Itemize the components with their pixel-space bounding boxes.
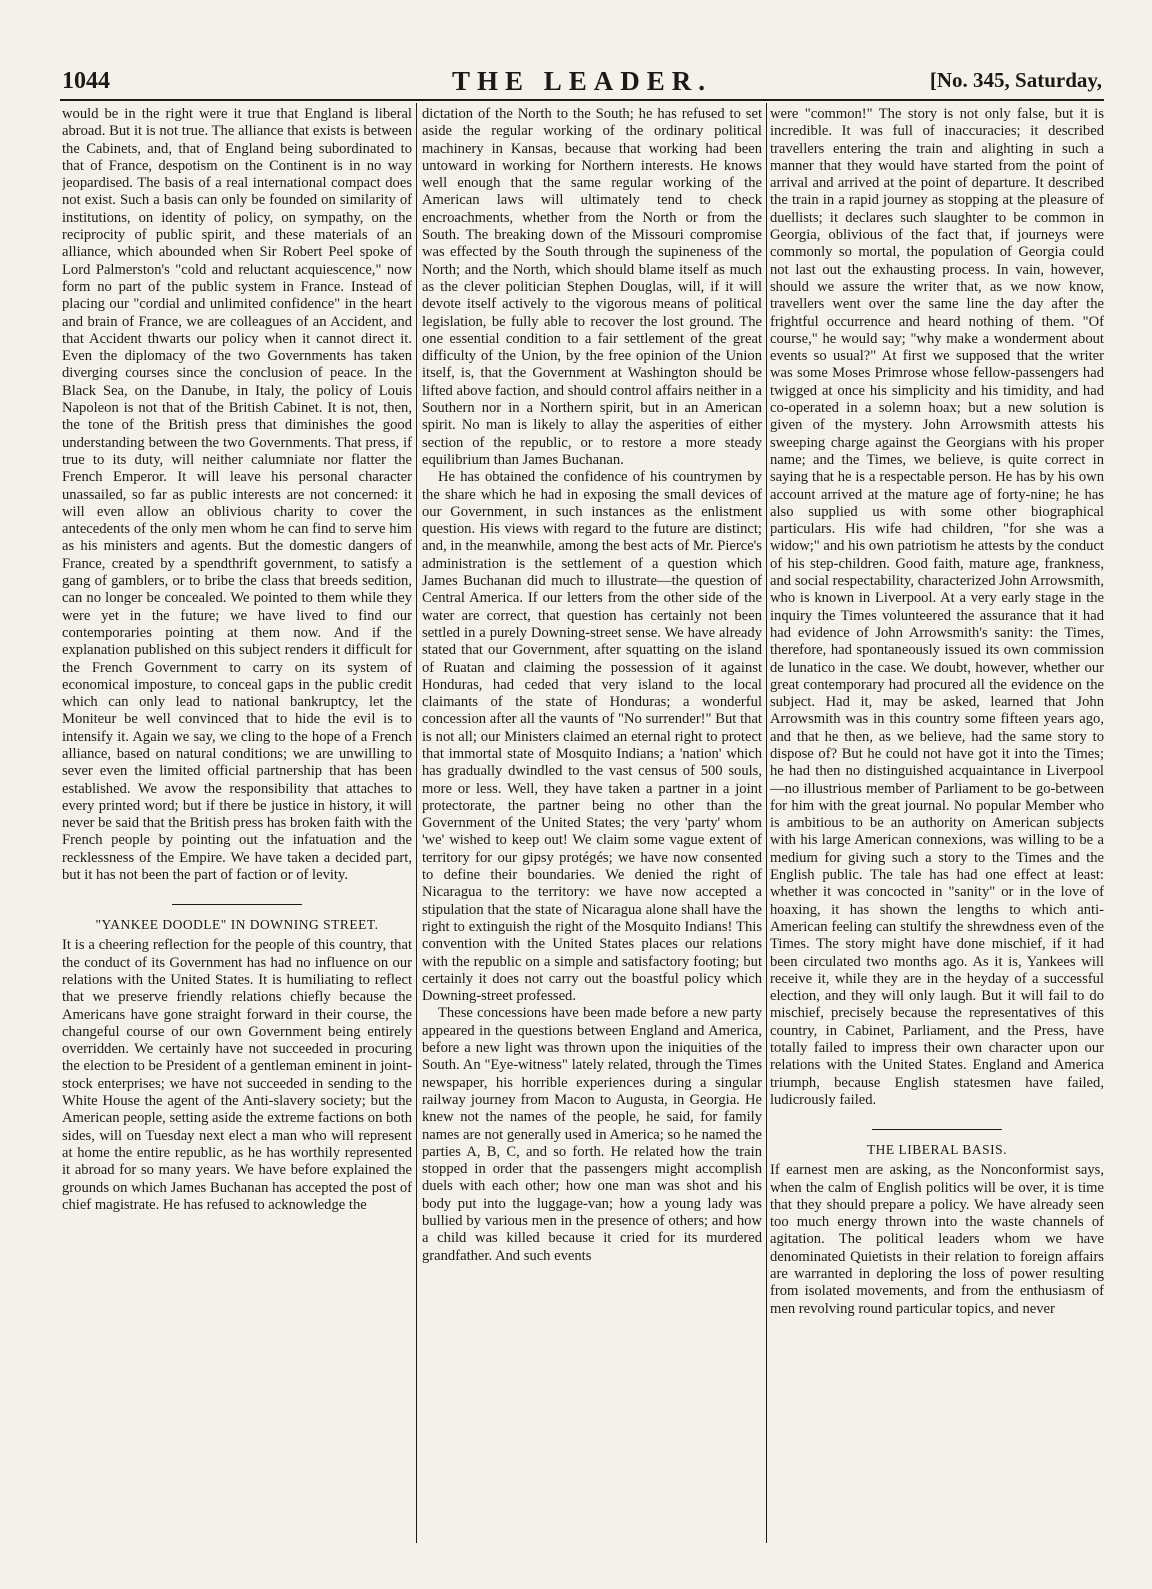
issue-info: [No. 345, Saturday, [929, 68, 1102, 92]
column2-paragraph-2: He has obtained the confidence of his countrymen by the share which he had in exposing the small devices of our Government, in such instances as the enlistment question. His views with regard to the future are distinct; and, in the meanwhile, among the best acts of Mr. Pierce's administration is the settlement of a question which James Buchanan did much to illustrate—the question of Central America. If our letters from the other side of the water are correct, that question has certainly not been settled in a purely Downing-street sense. We have already stated that our Government, after squatting on the island of Ruatan and claiming the possession of it against Honduras, had ceded that very island to the local claimants of the state of Honduras; a wonderful concession after all the vaunts of "No surrender!" But that is not all; our Ministers claimed an eternal right to protect that immortal state of Mosquito Indians; a 'nation' which has gradually dwindled to the vast census of 500 souls, more or less. Well, they have taken a partner in a joint protectorate, the partner being no other than the Government of the United States; the very 'party' whom 'we' wished to keep out! We claim some vague extent of territory for our gipsy protégés; we have now consented to define their boundaries. We denied the right of Nicaragua to the territory: we have now accepted a stipulation that the state of Nicaragua alone shall have the right to extinguish the right of the Mosquito Indians! This convention with the United States places our relations with the republic on a simple and satisfactory footing; but certainly it does not carry out the boastful policy which Downing-street professed. [422, 469, 762, 1005]
article-title-liberal-basis: THE LIBERAL BASIS. [866, 1142, 1008, 1158]
column3-paragraph-1: were "common!" The story is not only false, but it is incredible. It was full of inaccuracies; it described travellers entering the train and alighting in such a manner that they would have started from the point of arrival and arrived at the point of departure. It described the train in a rapid journey as stopping at the pleasure of duellists; it declares such slaughter to be common in Georgia, oblivious of the fact that, if journeys were commonly so mortal, the population of Georgia could not last out the exhausting process. In vain, however, should we assure the writer that, as we now know, travellers went over the same line the day after the frightful occurrence and heard nothing of them. "Of course," he would say; "why make a wonderment about events so usual?" At first we supposed that the writer was some Moses Primrose whose fellow-passengers had twigged at once his simplicity and his timidity, and had co-operated in a solemn hoax; but a new solution is given of the mystery. John Arrowsmith attests his sweeping charge against the Georgians with his proper name; and the Times, we believe, is quite correct in saying that he is a respectable person. He has by his own account arrived at the mature age of forty-nine; he has also supplied us with some other biographical particulars. His wife had children, "for she was a widow;" and his own patriotism he attests by the conduct of his step-children. Good faith, mature age, frankness, and social respectability, characterized John Arrowsmith, who is known in Liverpool. At a very early stage in the inquiry the Times volunteered the assurance that it had had evidence of John Arrowsmith's sanity: the Times, therefore, had spontaneously issued its own commission de lunatico in the case. We doubt, however, whether our great contemporary had procured all the evidence on the subject. Had it, may be asked, learned that John Arrowsmith was in this country some fifteen years ago, and that he then, as we believe, had the same story to dispose of? But he could not have got it into the Times; he had then no distinguished acquaintance in Liverpool—no illustrious member of Parliament to be go-between for him with the great journal. No popular Member who is ambitious to be an authority on American subjects with his large American connexions, was willing to be a medium for giving such a story to the Times and the English public. The tale has had one effect at least: whether it was concocted in "sanity" or in the love of hoaxing, it has shown the lengths to which anti-American feeling can stultify the shrewdness even of the Times. The story might have done mischief, if it had been circulated two months ago. As it is, Yankees will receive it, while they are in the heyday of a successful election, and they will only laugh. But it will fail to do mischief, precisely because the representatives of this country, in Cabinet, Parliament, and the Press, have totally failed to impress their own character upon our relations with the United States. England and America triumph, because English statesmen have failed, ludicrously failed. [770, 106, 1104, 1108]
column2-paragraph-3: These concessions have been made before a new party appeared in the questions between England and America, before a new light was thrown upon the iniquities of the South. An "Eye-witness" lately related, through the Times newspaper, his horrible experiences during a singular railway journey from Macon to Augusta, in Georgia. He knew not the names of the people, he said, for family names are not generally used in America; so he named the parties A, B, C, and so forth. He related how the train stopped in order that the passengers might accomplish duels with each other; how one man was shot and his body put into the luggage-van; how a young lady was bullied by various men in the presence of others; and how a child was killed because it cried for its murdered grandfather. And such events [422, 1005, 762, 1264]
page-number: 1044 [62, 68, 110, 94]
column2-paragraph-1: dictation of the North to the South; he has refused to set aside the regular working of the ordinary political machinery in Kansas, because that working had been untoward in working for Northern interests. He knows well enough that the same regular working of the American laws will ultimately tend to check encroachments, whether from the North or from the South. The breaking down of the Missouri compromise was effected by the South through the supineness of the North; and the North, which should blame itself as much as the clever politician Stephen Douglas, will, if it will devote itself actively to the vigorous means of political legislation, be fully able to recover the lost ground. The one essential condition to a fair settlement of the great difficulty of the Union, by the free opinion of the Union itself, is, that the Government at Washington should be lifted above faction, and should control affairs neither in a Southern nor in a Northern spirit, but in an American spirit. No man is likely to allay the asperities of either section of the republic, or to restore a more steady equilibrium than James Buchanan. [422, 106, 762, 468]
column-divider-1 [416, 103, 417, 1543]
article-body-liberal-basis: If earnest men are asking, as the Nonconformist says, when the calm of English politics will be over, it is time that they should prepare a policy. We have already seen too much energy thrown into the waste channels of agitation. The political leaders whom we have denominated Quietists in their relation to foreign affairs are warranted in deploring the loss of power resulting from isolated movements, and from the enthusiasm of men revolving round particular topics, and never [770, 1162, 1104, 1317]
article-separator [872, 1129, 1002, 1130]
article-body-yankee-doodle: It is a cheering reflection for the people of this country, that the conduct of its Government has had no influence on our relations with the United States. It is humiliating to reflect that we preserve friendly relations chiefly because the Americans have gone straight forward in their course, the changeful course of our own Government being entirely overridden. We certainly have not succeeded in procuring the election to be President of a gentleman eminent in joint-stock enterprises; we have not succeeded in sending to the White House the agent of the Anti-slavery society; but the American people, setting aside the extreme factions on both sides, will on Tuesday next elect a man who will represent at home the entire republic, as he has worthily represented it abroad for so many years. We have before explained the grounds on which James Buchanan has accepted the post of chief magistrate. He has refused to acknowledge the [62, 937, 412, 1213]
masthead-title: THE LEADER. [451, 66, 713, 96]
continued-article-text: would be in the right were it true that England is liberal abroad. But it is not true. The alliance that exists is between the Cabinets, and, that of England being subordinated to that of France, despotism on the Continent is in no way jeopardised. The basis of a real international compact does not exist. Such a basis can only be founded on similarity of institutions, on identity of policy, on sympathy, on the reciprocity of public spirit, and these materials of an alliance, which abounded when Sir Robert Peel spoke of Lord Palmerston's "cold and reluctant acquiescence," now form no part of the public system in France. Instead of placing our "cordial and unlimited confidence" in the heart and brain of France, we are colleagues of an Accident, and that Accident thwarts our policy when it cannot direct it. Even the diplomacy of the two Governments has taken diverging courses since the conclusion of peace. In the Black Sea, on the Danube, in Italy, the policy of Louis Napoleon is not that of the British Cabinet. It is not, then, the tone of the British press that diminishes the good understanding between the two Governments. That press, if true to its duty, will neither calumniate nor flatter the French Emperor. It will leave his personal character unassailed, so far as public interests are not concerned: it will even allow an oblivious charity to cover the antecedents of the only men whom he can find to serve him as his ministers and agents. But the domestic dangers of France, created by a spendthrift government, to satisfy a gang of gamblers, or to bribe the class that breeds sedition, can no longer be concealed. We pointed to them while they were yet in the future; we have lived to find our contemporaries pointing at them now. And if the explanation published on this subject renders it difficult for the French Government to carry on its system of economical imposture, to conceal gaps in the public credit which can only lead to national bankruptcy, let the Moniteur be well convinced that to hide the evil is to intensify it. Again we say, we cling to the hope of a French alliance, based on natural conditions; we are unwilling to sever even the limited official partnership that has been established. We avow the responsibility that attaches to every printed word; but if there be justice in history, it will never be said that the British press has broken faith with the French people by pointing out the infatuation and the recklessness of the Empire. We have taken a decided part, but it has not been the part of faction or of levity. [62, 106, 412, 884]
column-2 [422, 106, 762, 1546]
column-1 [62, 106, 412, 1546]
column-divider-2 [766, 103, 767, 1543]
page-header [62, 64, 1102, 98]
article-title-yankee-doodle: "YANKEE DOODLE" IN DOWNING STREET. [95, 917, 379, 933]
article-separator [172, 904, 302, 905]
header-rule [60, 99, 1104, 101]
column-3 [770, 106, 1104, 1546]
